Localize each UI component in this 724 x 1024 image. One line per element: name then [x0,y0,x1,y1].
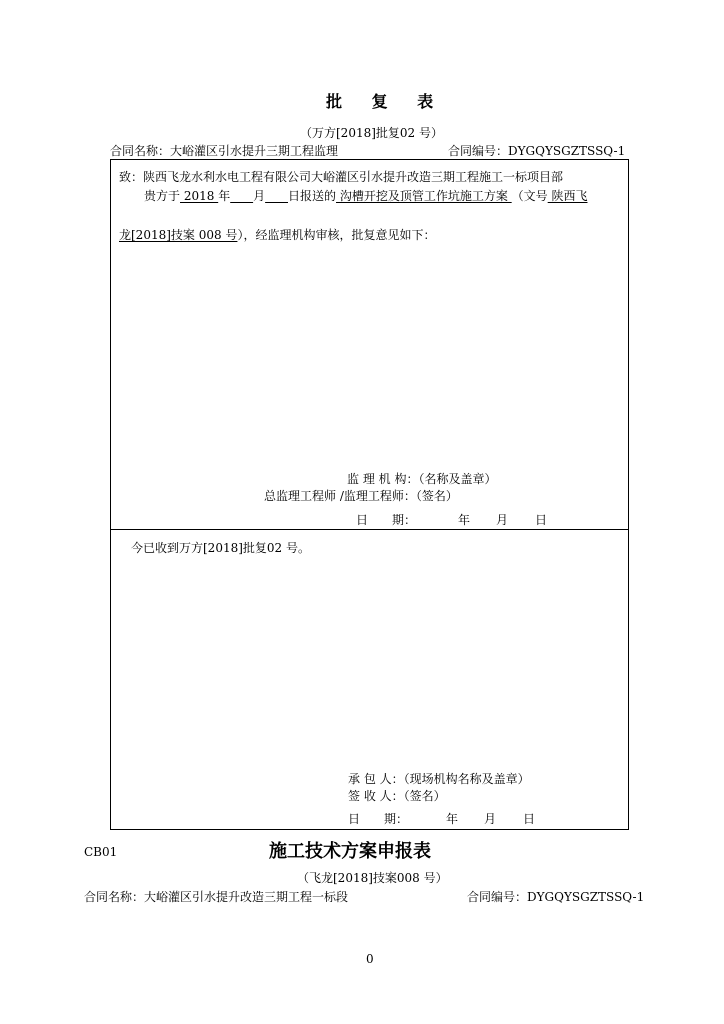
receipt-date-label: 日 期： [348,812,409,826]
report-contract-number-label: 合同编号： [467,890,528,904]
approval-contract-name [110,144,338,158]
date-label: 日 期： [356,513,417,527]
submit-month-blank [230,189,253,203]
approval-table-divider [110,529,629,530]
submit-year: 2018 [180,189,219,203]
doc-ref-part1: 陕西飞 [547,189,588,203]
approval-body-line1: 贵方于 2018 年 月 日报送的 沟槽开挖及顶管工作坑施工方案 （文号 陕西飞 [144,189,588,203]
receipt-date-month: 月 [484,812,497,826]
chief-engineer-label: 总监理工程师 /监理工程师： [264,489,416,503]
receipt-text: 今已收到万方[2018]批复02 号。 [131,541,310,555]
chief-engineer-hint: （签名） [415,489,458,503]
page-number: 0 [366,952,374,966]
approval-contract-number [448,144,625,158]
contract-number-value: DYGQYSGZTSSQ-1 [508,144,626,158]
contract-number-label: 合同编号： [448,144,509,158]
approval-to-line: 致：陕西飞龙水利水电工程有限公司大峪灌区引水提升改造三期工程施工一标项目部 [119,170,564,184]
approval-date-month: 月 [496,513,509,527]
approval-date-row [356,513,416,527]
submission-topic: 沟槽开挖及顶管工作坑施工方案 [336,189,512,203]
supervision-org-row [347,472,496,486]
doc-ref-part2: 龙[2018]技案 008 号 [119,228,238,242]
report-contract-number-value: DYGQYSGZTSSQ-1 [527,890,645,904]
chief-engineer-row [264,489,458,503]
report-contract-number [467,890,644,904]
supervision-org-hint: （名称及盖章） [418,472,497,486]
contract-name-value: 大峪灌区引水提升三期工程监理 [170,144,339,158]
report-contract-name-label: 合同名称： [84,890,145,904]
approval-body-line2: 龙[2018]技案 008 号），经监理机构审核，批复意见如下： [119,228,436,242]
report-contract-name [84,890,348,904]
receiver-label: 签 收 人： [348,789,404,803]
receipt-date-row [348,812,408,826]
receiver-hint: （签名） [403,789,446,803]
approval-doc-number: （万方[2018]批复02 号） [300,126,443,140]
form-code: CB01 [84,845,118,859]
contractor-hint: （现场机构名称及盖章） [403,772,530,786]
receiver-row [348,789,446,803]
contractor-row [348,772,530,786]
approval-date-year: 年 [458,513,471,527]
approval-date-day: 日 [535,513,548,527]
supervision-org-label: 监 理 机 构： [347,472,419,486]
report-title: 施工技术方案申报表 [269,841,431,862]
receipt-date-day: 日 [523,812,536,826]
receipt-date-year: 年 [446,812,459,826]
report-contract-name-value: 大峪灌区引水提升改造三期工程一标段 [144,890,349,904]
contractor-label: 承 包 人： [348,772,404,786]
approval-title: 批 复 表 [326,92,446,111]
report-doc-number: （飞龙[2018]技案008 号） [297,871,448,885]
submit-day-blank [265,189,288,203]
contract-name-label: 合同名称： [110,144,171,158]
